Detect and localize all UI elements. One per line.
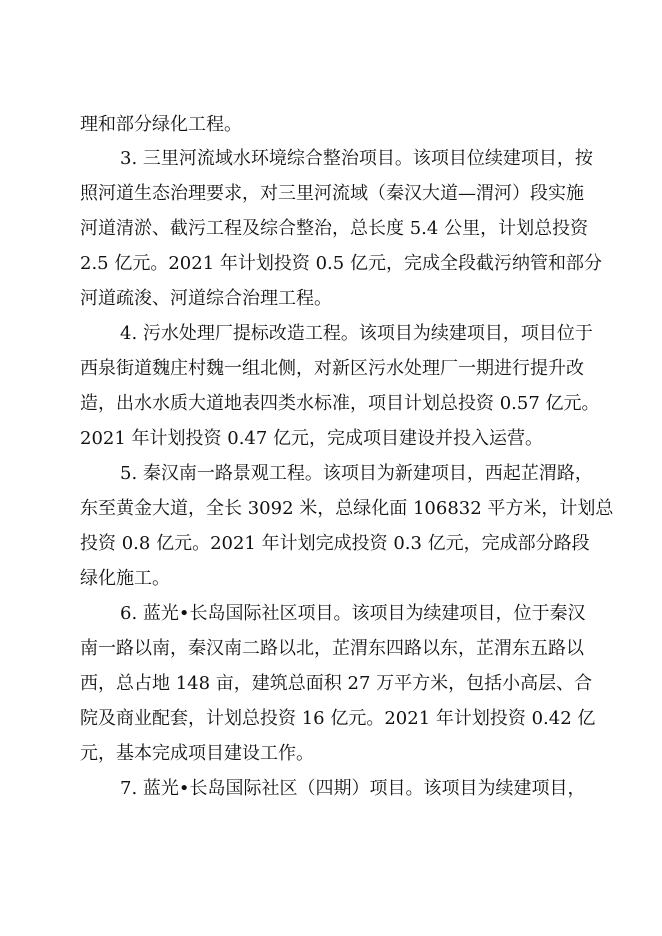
text-line-4: 河道清淤、截污工程及综合整治，总长度 5.4 公里，计划总投资 [80,218,589,239]
text-line-10: 2021 年计划投资 0.47 亿元，完成项目建设并投入运营。 [80,428,544,449]
text-line-9: 造，出水水质大道地表四类水标准，项目计划总投资 0.57 亿元。 [80,393,600,414]
text-line-12: 东至黄金大道，全长 3092 米，总绿化面 106832 平方米，计划总 [80,498,614,519]
text-line-18: 院及商业配套，计划总投资 16 亿元。2021 年计划投资 0.42 亿 [80,708,596,729]
text-line-3: 照河道生态治理要求，对三里河流域（秦汉大道—渭河）段实施 [80,183,584,204]
item-7-heading-line: 7. 蓝光•长岛国际社区（四期）项目。该项目为续建项目， [120,778,586,799]
item-3-heading-line: 3. 三里河流域水环境综合整治项目。该项目位续建项目，按 [120,148,593,169]
item-6-heading-line: 6. 蓝光•长岛国际社区项目。该项目为续建项目，位于秦汉 [120,603,586,624]
text-line-8: 西泉街道魏庄村魏一组北侧，对新区污水处理厂一期进行提升改 [80,358,584,379]
item-4-heading-line: 4. 污水处理厂提标改造工程。该项目为续建项目，项目位于 [120,323,593,344]
text-line-13: 投资 0.8 亿元。2021 年计划完成投资 0.3 亿元，完成部分路段 [80,533,590,554]
text-line-1: 理和部分绿化工程。 [80,114,242,135]
text-line-16: 南一路以南，秦汉南二路以北，芷渭东四路以东，芷渭东五路以 [80,638,584,659]
text-line-17: 西，总占地 148 亩，建筑总面积 27 万平方米，包括小高层、合 [80,673,593,694]
text-line-19: 元，基本完成项目建设工作。 [80,743,314,764]
text-line-14: 绿化施工。 [80,568,170,589]
item-5-heading-line: 5. 秦汉南一路景观工程。该项目为新建项目，西起芷渭路， [120,463,593,484]
text-line-5: 2.5 亿元。2021 年计划投资 0.5 亿元，完成全段截污纳管和部分 [80,253,602,274]
text-line-6: 河道疏浚、河道综合治理工程。 [80,288,332,309]
